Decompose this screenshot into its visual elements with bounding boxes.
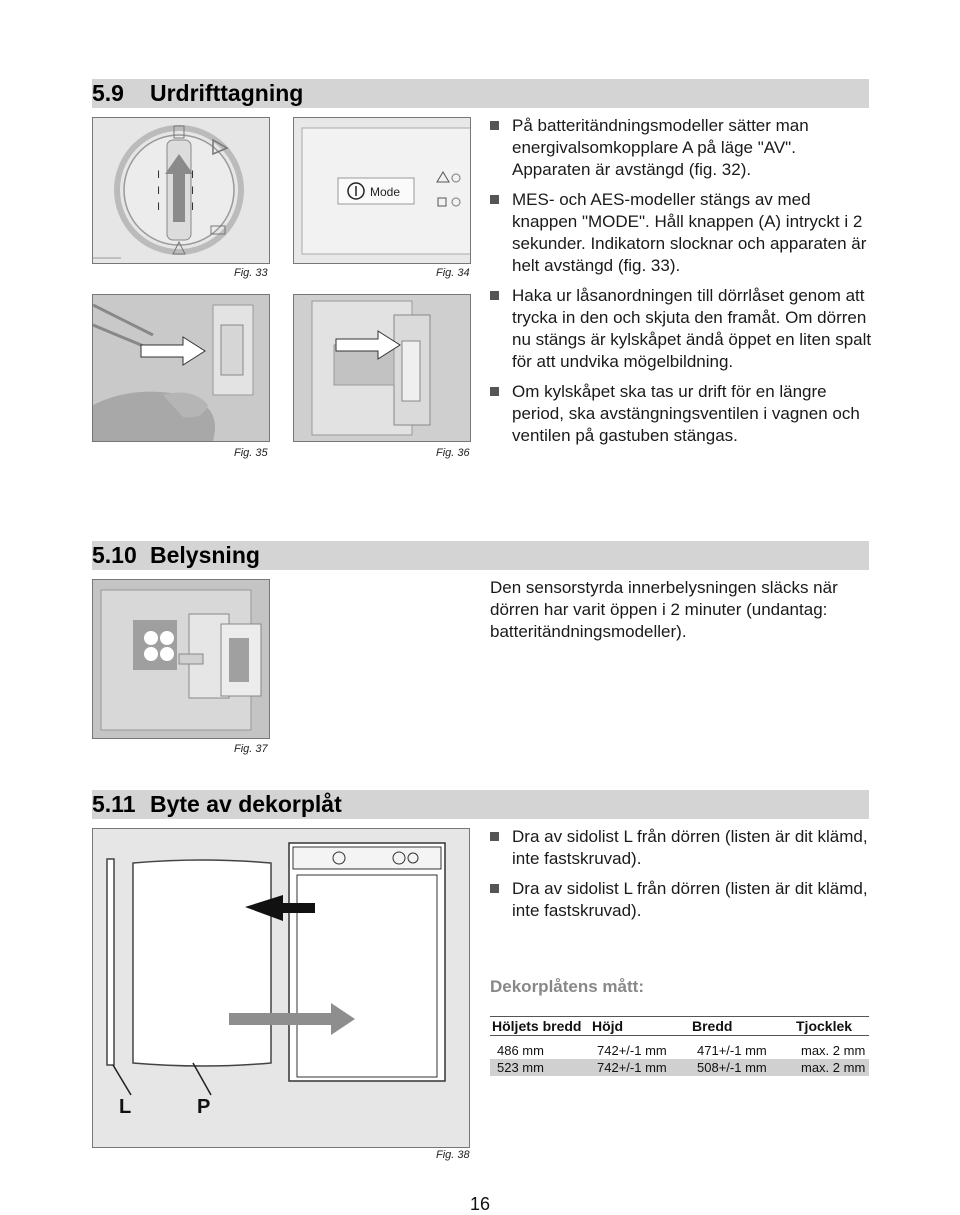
table-cell: max. 2 mm <box>794 1059 869 1076</box>
figure-35-latch-photo <box>92 294 270 442</box>
svg-text:I: I <box>157 185 161 197</box>
svg-text:I: I <box>157 201 161 213</box>
dimensions-heading: Dekorplåtens mått: <box>490 977 644 996</box>
section-title: Belysning <box>150 542 260 568</box>
section-header-5-9 <box>92 79 869 108</box>
column-header: Tjocklek <box>794 1017 869 1036</box>
section-5-9-bullet-list <box>490 115 875 455</box>
table-header-row <box>490 1017 869 1036</box>
figure-caption: Fig. 36 <box>436 447 470 459</box>
dimensions-table <box>490 1016 869 1076</box>
column-header: Höljets bredd <box>490 1017 590 1036</box>
table-cell: 508+/-1 mm <box>690 1059 794 1076</box>
list-item: På batteritändningsmodeller sätter man energivalsomkopplare A på läge "AV". Apparaten är avstängd (fig. 32). <box>490 115 875 181</box>
bullet-square-icon <box>490 387 499 396</box>
figure-34-mode-panel-image <box>293 117 471 264</box>
figure-caption: Fig. 37 <box>234 743 268 755</box>
svg-text:I: I <box>191 185 195 197</box>
section-number: 5.10 <box>92 542 137 568</box>
page-number: 16 <box>469 1194 491 1214</box>
table-cell: 742+/-1 mm <box>597 1042 667 1058</box>
svg-text:I: I <box>191 169 195 181</box>
section-number: 5.9 <box>92 80 124 106</box>
table-cell: 742+/-1 mm <box>590 1059 690 1076</box>
bullet-square-icon <box>490 291 499 300</box>
figure-caption: Fig. 35 <box>234 447 268 459</box>
figure-caption: Fig. 38 <box>436 1149 470 1161</box>
figure-36-latch-photo <box>293 294 471 442</box>
figure-38-door-panel-diagram <box>92 828 470 1148</box>
label-L: L <box>119 1096 132 1118</box>
figure-caption: Fig. 34 <box>436 267 470 279</box>
column-header: Bredd <box>690 1017 794 1036</box>
list-item: Dra av sidolist L från dörren (listen är dit klämd, inte fastskruvad). <box>490 878 875 922</box>
bullet-square-icon <box>490 121 499 130</box>
table-row <box>490 1059 869 1076</box>
bullet-square-icon <box>490 832 499 841</box>
svg-text:I: I <box>191 201 195 213</box>
figure-caption: Fig. 33 <box>234 267 268 279</box>
table-cell: 486 mm <box>497 1042 544 1058</box>
svg-text:I: I <box>157 169 161 181</box>
section-header-5-11 <box>92 790 869 819</box>
figure-37-light-photo <box>92 579 270 739</box>
list-item: Haka ur låsanordningen till dörrlåset genom att trycka in den och skjuta den framåt. Om dörren nu stängs är kylskåpet ändå öppet en liten spalt för att undvika mögelbildning. <box>490 285 875 373</box>
section-title: Urdrifttagning <box>150 80 304 106</box>
table-row <box>490 1042 869 1059</box>
list-item: Dra av sidolist L från dörren (listen är dit klämd, inte fastskruvad). <box>490 826 875 870</box>
list-item: MES- och AES-modeller stängs av med knappen "MODE". Håll knappen (A) intryckt i 2 sekunder. Indikatorn slocknar och apparaten är helt avstängd (fig. 33). <box>490 189 875 277</box>
section-5-11-bullet-list <box>490 826 875 930</box>
section-number: 5.11 <box>92 791 136 817</box>
bullet-square-icon <box>490 884 499 893</box>
section-5-10-text: Den sensorstyrda innerbelysningen släcks när dörren har varit öppen i 2 minuter (undantag: batteritändningsmodeller). <box>490 578 838 641</box>
table-cell: 523 mm <box>490 1059 590 1076</box>
table-cell: max. 2 mm <box>801 1042 866 1058</box>
figure-33-dial-image <box>92 117 270 264</box>
label-P: P <box>197 1096 211 1118</box>
section-title: Byte av dekorplåt <box>150 791 342 817</box>
list-item: Om kylskåpet ska tas ur drift för en längre period, ska avstängningsventilen i vagnen och ventilen på gastuben stängas. <box>490 381 875 447</box>
bullet-square-icon <box>490 195 499 204</box>
column-header: Höjd <box>590 1017 690 1036</box>
table-cell: 471+/-1 mm <box>697 1042 767 1058</box>
mode-button-label: Mode <box>370 185 401 199</box>
section-header-5-10 <box>92 541 869 570</box>
